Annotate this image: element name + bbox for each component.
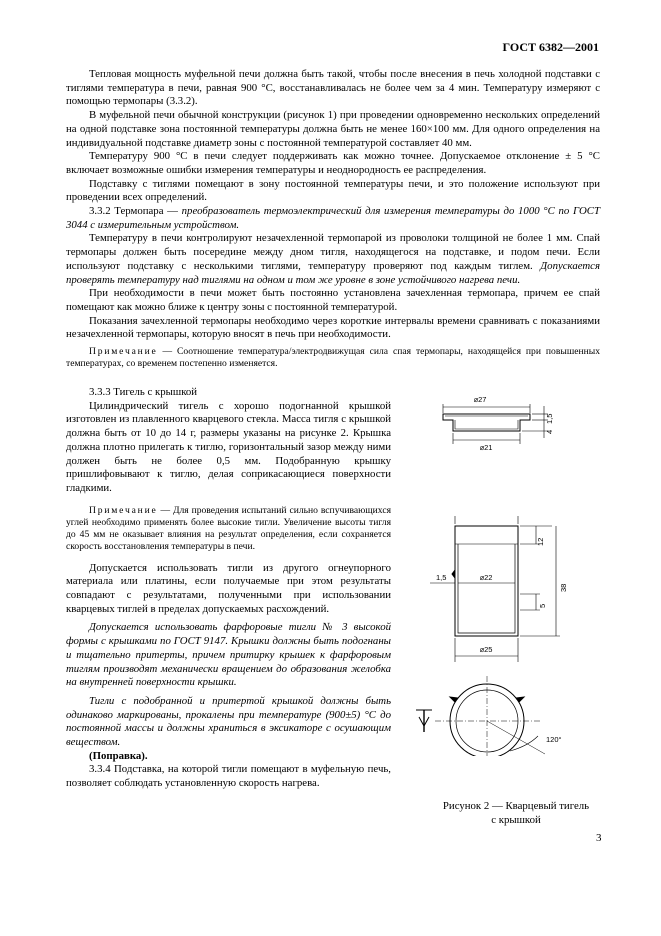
paragraph-thermocouple-control: Температуру в печи контролируют незачехленной термопарой из проволоки толщиной не более 1 мм. Спай термопары должен быть посередине между дном тигля, находящегося на подставке, и подом печи. Если используют подставку с несколькими тиглями, температуру проверяют под каждым тиглем. Допускается проверять температуру над тиглями на одном и том же уровне в зоне устойчивого нагрева печи. bbox=[66, 232, 600, 286]
note-crucible: Примечание — Для проведения испытаний сильно вспучивающихся углей необходимо применять более высокие тигли. Увеличение высоты тигля до 45 мм не оказывает влияния на результат определения, если сохраняется скорость восстановления температуры в печи. bbox=[66, 504, 391, 552]
paragraph-other-materials: Допускается использовать тигли из другого огнеупорного материала или платины, если получаемые при этом результаты совпадают с результатами, полученными при использовании кварцевых тиглей в пределах допускаемых расхождений. bbox=[66, 561, 391, 615]
crucible-column bbox=[66, 386, 391, 791]
crucible-figure bbox=[400, 386, 610, 756]
dim-d25: ⌀25 bbox=[479, 645, 493, 654]
dim-h4: 4 bbox=[545, 429, 554, 434]
dim-angle-120: 120° bbox=[546, 735, 562, 744]
section-heading-crucible: 3.3.3 Тигель с крышкой bbox=[89, 386, 198, 398]
dim-d21: ⌀21 bbox=[479, 443, 493, 452]
dim-wall-15: 1,5 bbox=[436, 573, 447, 582]
page-number: 3 bbox=[596, 832, 602, 844]
paragraph-stand-position: Подставку с тиглями помещают в зону постоянной температуры печи, и это положение используют при проведении всех определений. bbox=[66, 177, 600, 204]
paragraph-stand: 3.3.4 Подставка, на которой тигли помещают в муфельную печь, позволяет соблюдать установленную скорость нагрева. bbox=[66, 763, 391, 790]
amendment-note: (Поправка). bbox=[89, 749, 148, 762]
dim-d27: ⌀27 bbox=[473, 395, 487, 404]
dim-h5: 5 bbox=[538, 603, 547, 608]
paragraph-thermocouple-def: 3.3.2 Термопара — преобразователь термоэлектрический для измерения температуры до 1000 °C по ГОСТ 3044 с измерительным устройством. bbox=[66, 205, 600, 231]
paragraph-muffle-furnace: В муфельной печи обычной конструкции (рисунок 1) при проведении одновременно нескольких определений на одной подставке зона постоянной температуры должна быть не менее 160×100 мм. Для одного определения на индивидуальной подставке диаметр зоны с постоянной температурой составляет 40 мм. bbox=[66, 109, 600, 149]
crucible-top-view-drawing bbox=[416, 676, 545, 756]
document-header: ГОСТ 6382—2001 bbox=[502, 40, 599, 54]
paragraph-readings-comparison: Показания зачехленной термопары необходимо через короткие интервалы времени сравнивать с показаниями незачехленной термопары, которую вносят в печь при необходимости. bbox=[66, 314, 600, 341]
paragraph-heating-power: Тепловая мощность муфельной печи должна быть такой, чтобы после внесения в печь холодной подставки с тиглями температура в печи, равная 900 °C, восстанавливалась не более чем за 4 мин. Температуру измеряют с помощью термопары (3.3.2). bbox=[66, 68, 600, 108]
dim-h12: 12 bbox=[536, 537, 545, 546]
note-thermocouple: Примечание — Соотношение температура/электродвижущая сила спая термопары, находящейся при повышенных температурах, со временем постепенно изменяется. bbox=[66, 346, 600, 370]
paragraph-temperature-tolerance: Температуру 900 °C в печи следует поддерживать как можно точнее. Допускаемое отклонение ± 5 °C включает возможные ошибки измерения температуры и неоднородность ее распределения. bbox=[66, 150, 600, 176]
figure-caption: Рисунок 2 — Кварцевый тигель с крышкой bbox=[442, 800, 590, 826]
dim-h38: 38 bbox=[559, 583, 568, 592]
main-text-block bbox=[66, 68, 600, 371]
paragraph-sheathed-thermocouple: При необходимости в печи может быть постоянно установлена зачехленная термопара, причем ее спай помещают как можно ближе к центру зоны с постоянной температурой. bbox=[66, 287, 600, 313]
paragraph-marking: Тигли с подобранной и притертой крышкой должны быть одинаково маркированы, прокалены при температуре (900±5) °C до постоянной массы и должны храниться в эксикаторе с осушающим веществом. bbox=[66, 694, 391, 749]
paragraph-crucible-description: Цилиндрический тигель с хорошо подогнанной крышкой изготовлен из плавленного кварцевого стекла. Масса тигля с крышкой должна быть от 10 до 14 г, размеры указаны на рисунке 2. Крышка должна плотно прилегать к тиглю, горизонтальный зазор между ними должен быть не более 0,5 мм. Подобранную крышку пришлифовывают к тиглю, делая соприкасающиеся поверхности гладкими. bbox=[66, 399, 391, 494]
paragraph-porcelain: Допускается использовать фарфоровые тигли № 3 высокой формы с крышками по ГОСТ 9147. Крышки должны быть подогнаны и тщательно притерты, причем притирку крышек к фарфоровым тиглям производят механически вращением до образования желобка на внутренней поверхности крышки. bbox=[66, 621, 391, 689]
crucible-lid-drawing bbox=[443, 404, 548, 444]
dim-h15-lid: 1,5 bbox=[545, 413, 554, 424]
dim-d22: ⌀22 bbox=[479, 573, 493, 582]
